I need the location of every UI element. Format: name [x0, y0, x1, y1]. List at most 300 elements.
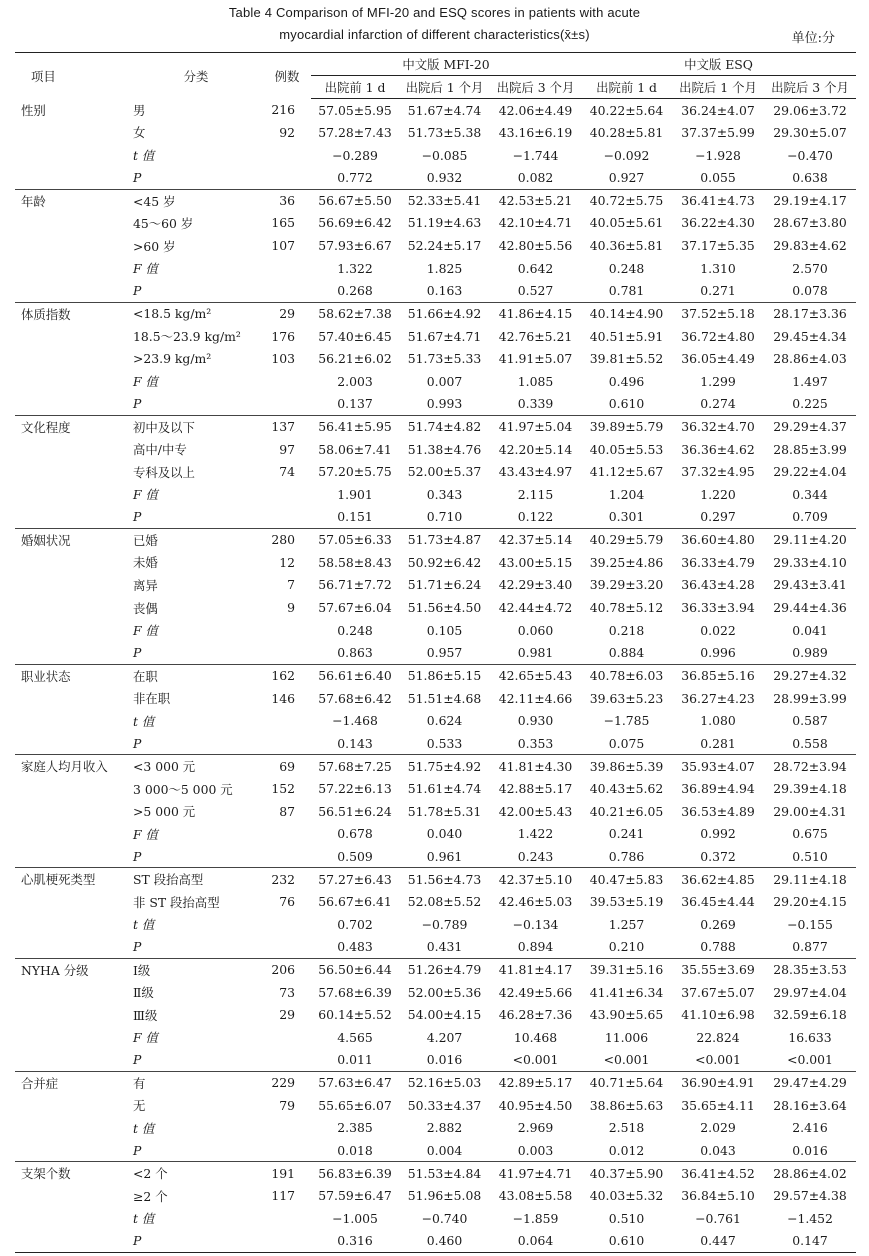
- row-value: 0.082: [517, 169, 554, 185]
- row-cases: [263, 823, 311, 846]
- row-value: 1.220: [700, 486, 736, 502]
- row-item: [15, 890, 129, 913]
- table-caption-line-2: myocardial infarction of different characteristics(x̄±s): [279, 27, 590, 42]
- row-value: 0.143: [337, 735, 373, 751]
- row-value: 0.709: [792, 509, 828, 525]
- row-value: 28.72±3.94: [764, 755, 856, 778]
- table-row: [15, 483, 856, 506]
- row-value: 29.97±4.04: [773, 984, 847, 1000]
- row-value: 40.28±5.81: [589, 124, 664, 140]
- row-category: P: [133, 848, 142, 864]
- row-value: 41.41±6.34: [589, 984, 664, 1000]
- row-value: 60.14±5.52: [318, 1007, 392, 1023]
- row-category: P: [133, 645, 142, 661]
- row-value: 51.19±4.63: [407, 215, 482, 231]
- row-value: 2.416: [792, 1120, 828, 1136]
- row-item: [15, 393, 129, 416]
- row-cases: 92: [279, 124, 295, 140]
- row-value: 36.45±4.44: [681, 894, 755, 910]
- row-category: P: [133, 169, 142, 185]
- row-value: 57.68±6.39: [318, 984, 392, 1000]
- row-value: 51.73±4.87: [399, 528, 490, 551]
- row-value: 36.33±3.94: [681, 600, 755, 616]
- table-row: [15, 596, 856, 619]
- header-time: 出院后 1 个月: [399, 76, 490, 99]
- row-value: 0.339: [517, 396, 554, 412]
- row-value: 57.05±5.95: [318, 102, 392, 118]
- row-value: 0.587: [792, 713, 828, 729]
- row-item: [15, 823, 129, 846]
- row-value: 0.248: [608, 260, 645, 276]
- row-value: 41.81±4.30: [490, 755, 581, 778]
- header-group-mfi: 中文版 MFI-20: [311, 53, 581, 76]
- row-value: 0.610: [581, 1230, 672, 1253]
- row-cases: 103: [271, 351, 295, 367]
- table-row: [15, 755, 856, 778]
- row-item: [15, 1207, 129, 1230]
- table-row: [15, 302, 856, 325]
- row-value: 42.46±5.03: [498, 894, 573, 910]
- row-value: 0.316: [311, 1230, 399, 1253]
- row-value: 40.43±5.62: [589, 781, 664, 797]
- row-category: F 值: [133, 487, 158, 503]
- row-value: 2.029: [700, 1120, 736, 1136]
- row-cases: 176: [271, 328, 295, 344]
- row-category: 非在职: [133, 691, 171, 707]
- row-category: ≥2 个: [133, 1188, 168, 1204]
- row-value: 56.61±6.40: [311, 664, 399, 687]
- row-value: 0.243: [517, 848, 554, 864]
- table-row: [15, 438, 856, 461]
- row-item: [15, 1026, 129, 1049]
- row-value: 41.81±4.17: [490, 958, 581, 981]
- row-cases: [263, 1117, 311, 1140]
- row-item: 性别: [21, 102, 46, 118]
- row-value: 42.89±5.17: [490, 1071, 581, 1094]
- row-value: 40.21±6.05: [589, 803, 664, 819]
- row-category: Ⅰ级: [129, 958, 263, 981]
- row-value: 40.72±5.75: [581, 189, 672, 212]
- row-value: 39.81±5.52: [589, 351, 664, 367]
- row-value: 0.064: [490, 1230, 581, 1253]
- row-value: 0.105: [426, 622, 463, 638]
- row-value: 40.05±5.53: [589, 441, 664, 457]
- row-cases: 280: [263, 528, 311, 551]
- row-value: 29.45±4.34: [773, 328, 847, 344]
- row-value: 0.060: [517, 622, 554, 638]
- row-value: 55.65±6.07: [318, 1097, 392, 1113]
- table-row: [15, 1026, 856, 1049]
- row-value: 39.31±5.16: [581, 958, 672, 981]
- table-row: [15, 913, 856, 936]
- row-value: −1.005: [332, 1210, 378, 1226]
- row-value: 29.44±4.36: [773, 600, 847, 616]
- row-category: Ⅱ级: [133, 985, 154, 1001]
- row-value: 28.99±3.99: [773, 690, 847, 706]
- row-value: 51.66±4.92: [399, 302, 490, 325]
- row-item: [15, 981, 129, 1004]
- row-value: 40.03±5.32: [589, 1188, 664, 1204]
- row-item: 合并症: [15, 1071, 129, 1094]
- header-time: 出院前 1 d: [581, 76, 672, 99]
- row-value: 39.63±5.23: [589, 690, 664, 706]
- row-value: 1.901: [337, 486, 373, 502]
- row-value: 0.772: [337, 169, 373, 185]
- row-value: 56.51±6.24: [318, 803, 392, 819]
- table-row: [15, 732, 856, 755]
- row-value: 52.24±5.17: [407, 238, 482, 254]
- row-value: 29.29±4.37: [764, 415, 856, 438]
- row-value: 0.210: [608, 939, 645, 955]
- row-value: 57.20±5.75: [318, 464, 392, 480]
- row-cases: 165: [271, 215, 295, 231]
- row-item: [15, 777, 129, 800]
- row-value: 36.53±4.89: [681, 803, 755, 819]
- row-value: 42.65±5.43: [490, 664, 581, 687]
- row-value: 0.271: [700, 283, 736, 299]
- row-value: 2.882: [426, 1120, 463, 1136]
- row-value: −0.789: [421, 916, 468, 932]
- row-value: 0.016: [426, 1052, 463, 1068]
- row-value: 42.80±5.56: [498, 238, 573, 254]
- row-item: [15, 936, 129, 959]
- row-item: [15, 800, 129, 823]
- row-category: <2 个: [129, 1162, 263, 1185]
- row-value: −1.785: [603, 713, 650, 729]
- table-row: [15, 121, 856, 144]
- row-cases: 152: [271, 781, 295, 797]
- row-value: 37.37±5.99: [681, 124, 755, 140]
- row-value: 28.67±3.80: [773, 215, 847, 231]
- table-row: [15, 687, 856, 710]
- row-value: 0.642: [517, 260, 554, 276]
- header-row-1: [15, 53, 856, 76]
- row-item: [15, 574, 129, 597]
- row-value: −0.085: [421, 147, 468, 163]
- row-value: 56.83±6.39: [311, 1162, 399, 1185]
- row-cases: 206: [263, 958, 311, 981]
- row-value: 28.35±3.53: [764, 958, 856, 981]
- row-value: 35.93±4.07: [672, 755, 764, 778]
- row-category: P: [133, 1052, 142, 1068]
- row-value: 52.00±5.36: [407, 984, 482, 1000]
- row-cases: [263, 1139, 311, 1162]
- row-category: ST 段抬高型: [129, 868, 263, 891]
- row-value: 51.61±4.74: [407, 781, 482, 797]
- row-item: [15, 257, 129, 280]
- row-category: t 值: [133, 917, 155, 933]
- row-value: 51.73±5.38: [407, 124, 482, 140]
- row-value: 42.44±4.72: [498, 600, 573, 616]
- row-value: 0.788: [700, 939, 736, 955]
- row-item: [15, 845, 129, 868]
- row-category: F 值: [133, 261, 158, 277]
- row-category: P: [133, 939, 142, 955]
- row-item: [15, 325, 129, 348]
- results-table: [15, 52, 856, 1253]
- row-item: [15, 234, 129, 257]
- row-value: −1.859: [512, 1210, 559, 1226]
- row-category: F 值: [133, 1030, 158, 1046]
- row-value: 0.527: [517, 283, 554, 299]
- row-value: 0.431: [426, 939, 463, 955]
- row-value: 35.55±3.69: [672, 958, 764, 981]
- row-value: 42.49±5.66: [498, 984, 573, 1000]
- row-value: 36.90±4.91: [672, 1071, 764, 1094]
- row-value: 42.06±4.49: [498, 102, 573, 118]
- row-item: 职业状态: [15, 664, 129, 687]
- row-cases: 9: [287, 600, 295, 616]
- row-category: 离异: [133, 577, 158, 593]
- row-cases: [263, 280, 311, 303]
- row-value: 0.638: [792, 169, 828, 185]
- row-item: [15, 1230, 129, 1253]
- row-category: P: [133, 735, 142, 751]
- row-value: 0.961: [426, 848, 463, 864]
- row-value: 42.29±3.40: [498, 577, 573, 593]
- row-cases: [263, 144, 311, 167]
- row-value: 28.86±4.02: [764, 1162, 856, 1185]
- row-item: [15, 483, 129, 506]
- row-value: 0.996: [700, 645, 736, 661]
- row-cases: 73: [279, 984, 295, 1000]
- row-value: 29.20±4.15: [773, 894, 847, 910]
- row-category: t 值: [133, 1120, 155, 1136]
- row-value: 56.71±7.72: [318, 577, 392, 593]
- row-value: 58.06±7.41: [318, 441, 392, 457]
- row-value: 51.67±4.74: [407, 102, 482, 118]
- row-value: 0.932: [426, 169, 463, 185]
- header-time: 出院后 3 个月: [490, 76, 581, 99]
- table-row: [15, 393, 856, 416]
- row-item: 文化程度: [15, 415, 129, 438]
- row-category: 未婚: [133, 555, 158, 571]
- row-value: 54.00±4.15: [407, 1007, 482, 1023]
- row-category: >60 岁: [133, 238, 176, 254]
- row-value: 42.76±5.21: [498, 328, 573, 344]
- table-row: [15, 800, 856, 823]
- table-row: [15, 370, 856, 393]
- row-value: 1.257: [608, 916, 645, 932]
- row-value: 36.41±4.73: [672, 189, 764, 212]
- row-value: 56.67±5.50: [311, 189, 399, 212]
- row-value: 51.96±5.08: [407, 1188, 482, 1204]
- row-value: 36.85±5.16: [672, 664, 764, 687]
- row-value: 41.91±5.07: [498, 351, 573, 367]
- table-row: [15, 936, 856, 959]
- row-value: 42.10±4.71: [498, 215, 573, 231]
- row-value: 36.41±4.52: [672, 1162, 764, 1185]
- row-value: 37.52±5.18: [672, 302, 764, 325]
- table-row: [15, 777, 856, 800]
- row-item: [15, 732, 129, 755]
- row-value: 0.884: [608, 645, 645, 661]
- row-category: t 值: [133, 713, 155, 729]
- row-item: [15, 1117, 129, 1140]
- row-cases: [263, 913, 311, 936]
- row-value: 51.75±4.92: [399, 755, 490, 778]
- header-item: 项目: [15, 53, 129, 99]
- row-value: 0.992: [700, 826, 736, 842]
- row-value: 37.32±4.95: [681, 464, 755, 480]
- row-value: 46.28±7.36: [498, 1007, 573, 1023]
- table-row: [15, 166, 856, 189]
- row-value: −0.134: [512, 916, 559, 932]
- row-cases: [263, 1026, 311, 1049]
- row-category: Ⅲ级: [133, 1007, 158, 1023]
- table-row: [15, 823, 856, 846]
- row-value: 29.00±4.31: [773, 803, 847, 819]
- row-cases: [263, 257, 311, 280]
- row-item: 婚姻状况: [15, 528, 129, 551]
- row-cases: [263, 709, 311, 732]
- row-category: <18.5 kg/m²: [129, 302, 263, 325]
- row-value: 0.163: [426, 283, 463, 299]
- row-value: 40.78±5.12: [589, 600, 664, 616]
- row-value: 0.344: [792, 486, 828, 502]
- row-value: 0.510: [608, 1210, 645, 1226]
- row-cases: [263, 642, 311, 665]
- row-item: [15, 280, 129, 303]
- row-value: 0.268: [337, 283, 373, 299]
- row-category: F 值: [133, 374, 158, 390]
- row-value: 1.322: [337, 260, 373, 276]
- row-item: [15, 121, 129, 144]
- row-category: <3 000 元: [129, 755, 263, 778]
- row-cases: 137: [263, 415, 311, 438]
- row-value: 57.40±6.45: [318, 328, 392, 344]
- row-item: 体质指数: [15, 302, 129, 325]
- row-value: 29.11±4.18: [764, 868, 856, 891]
- row-item: [15, 596, 129, 619]
- row-value: 40.71±5.64: [581, 1071, 672, 1094]
- row-category: >23.9 kg/m²: [133, 351, 212, 367]
- row-value: 36.27±4.23: [681, 690, 755, 706]
- row-cases: 97: [279, 441, 295, 457]
- row-category: 在职: [129, 664, 263, 687]
- row-value: 41.97±5.04: [490, 415, 581, 438]
- row-item: 年龄: [15, 189, 129, 212]
- row-value: 1.825: [426, 260, 463, 276]
- row-value: 40.36±5.81: [589, 238, 664, 254]
- row-value: 56.67±6.41: [318, 894, 392, 910]
- row-category: t 值: [133, 1211, 155, 1227]
- row-cases: 76: [279, 894, 295, 910]
- row-value: 0.016: [792, 1142, 828, 1158]
- row-value: 36.24±4.07: [681, 102, 755, 118]
- row-value: 0.004: [426, 1142, 463, 1158]
- row-value: −0.092: [603, 147, 650, 163]
- row-value: 37.67±5.07: [681, 984, 755, 1000]
- row-cases: 79: [279, 1097, 295, 1113]
- table-row: [15, 845, 856, 868]
- row-value: 1.085: [517, 373, 554, 389]
- row-value: 1.204: [608, 486, 645, 502]
- row-value: −1.468: [332, 713, 378, 729]
- row-value: 36.36±4.62: [681, 441, 755, 457]
- row-value: 0.989: [792, 645, 828, 661]
- row-category: t 值: [133, 148, 155, 164]
- row-value: 2.570: [792, 260, 828, 276]
- row-value: 50.92±6.42: [407, 554, 482, 570]
- row-value: 42.00±5.43: [498, 803, 573, 819]
- row-value: 41.97±4.71: [490, 1162, 581, 1185]
- row-cases: 107: [271, 238, 295, 254]
- row-cases: 29: [279, 1007, 295, 1023]
- row-item: [15, 913, 129, 936]
- header-category: 分类: [129, 53, 263, 99]
- row-value: 40.95±4.50: [498, 1097, 573, 1113]
- row-item: [15, 1139, 129, 1162]
- row-value: 0.781: [608, 283, 645, 299]
- row-value: 0.710: [426, 509, 463, 525]
- row-value: 36.62±4.85: [672, 868, 764, 891]
- row-item: [15, 1049, 129, 1072]
- row-value: 29.33±4.10: [773, 554, 847, 570]
- row-value: 43.16±6.19: [498, 124, 573, 140]
- row-value: 37.17±5.35: [681, 238, 755, 254]
- row-item: 支架个数: [15, 1162, 129, 1185]
- row-value: <0.001: [787, 1052, 833, 1068]
- row-value: 0.281: [700, 735, 736, 751]
- row-value: 36.32±4.70: [672, 415, 764, 438]
- row-value: 51.71±6.24: [407, 577, 482, 593]
- row-cases: 216: [271, 102, 295, 118]
- table-row: [15, 1185, 856, 1208]
- row-cases: [263, 1207, 311, 1230]
- row-category: 3 000～5 000 元: [133, 781, 233, 797]
- table-row: [15, 1139, 856, 1162]
- row-value: 51.73±5.33: [407, 351, 482, 367]
- row-value: 1.080: [700, 713, 736, 729]
- row-value: −0.289: [332, 147, 378, 163]
- row-value: 51.26±4.79: [399, 958, 490, 981]
- table-row: [15, 1094, 856, 1117]
- row-value: 0.533: [426, 735, 463, 751]
- table-row: [15, 709, 856, 732]
- table-row: [15, 868, 856, 891]
- table-row: [15, 958, 856, 981]
- table-row: [15, 257, 856, 280]
- row-item: [15, 212, 129, 235]
- table-row: [15, 1207, 856, 1230]
- row-value: 36.84±5.10: [681, 1188, 755, 1204]
- row-value: 56.21±6.02: [318, 351, 392, 367]
- header-time: 出院前 1 d: [311, 76, 399, 99]
- table-row: [15, 234, 856, 257]
- row-value: 36.05±4.49: [681, 351, 755, 367]
- row-value: 43.00±5.15: [498, 554, 573, 570]
- row-value: 57.68±6.42: [318, 690, 392, 706]
- row-value: 51.67±4.71: [407, 328, 482, 344]
- row-value: 58.58±8.43: [318, 554, 392, 570]
- row-cases: [263, 1230, 311, 1253]
- row-value: 42.37±5.14: [490, 528, 581, 551]
- row-value: 0.447: [672, 1230, 764, 1253]
- table-row: [15, 890, 856, 913]
- row-item: [15, 438, 129, 461]
- table-row: [15, 189, 856, 212]
- row-value: 0.863: [337, 645, 373, 661]
- row-value: 43.43±4.97: [498, 464, 573, 480]
- row-cases: 69: [263, 755, 311, 778]
- row-value: 57.27±6.43: [311, 868, 399, 891]
- row-value: 39.89±5.79: [581, 415, 672, 438]
- row-value: 57.59±6.47: [318, 1188, 392, 1204]
- table-row: [15, 664, 856, 687]
- row-value: −1.928: [695, 147, 741, 163]
- row-value: 0.043: [700, 1142, 736, 1158]
